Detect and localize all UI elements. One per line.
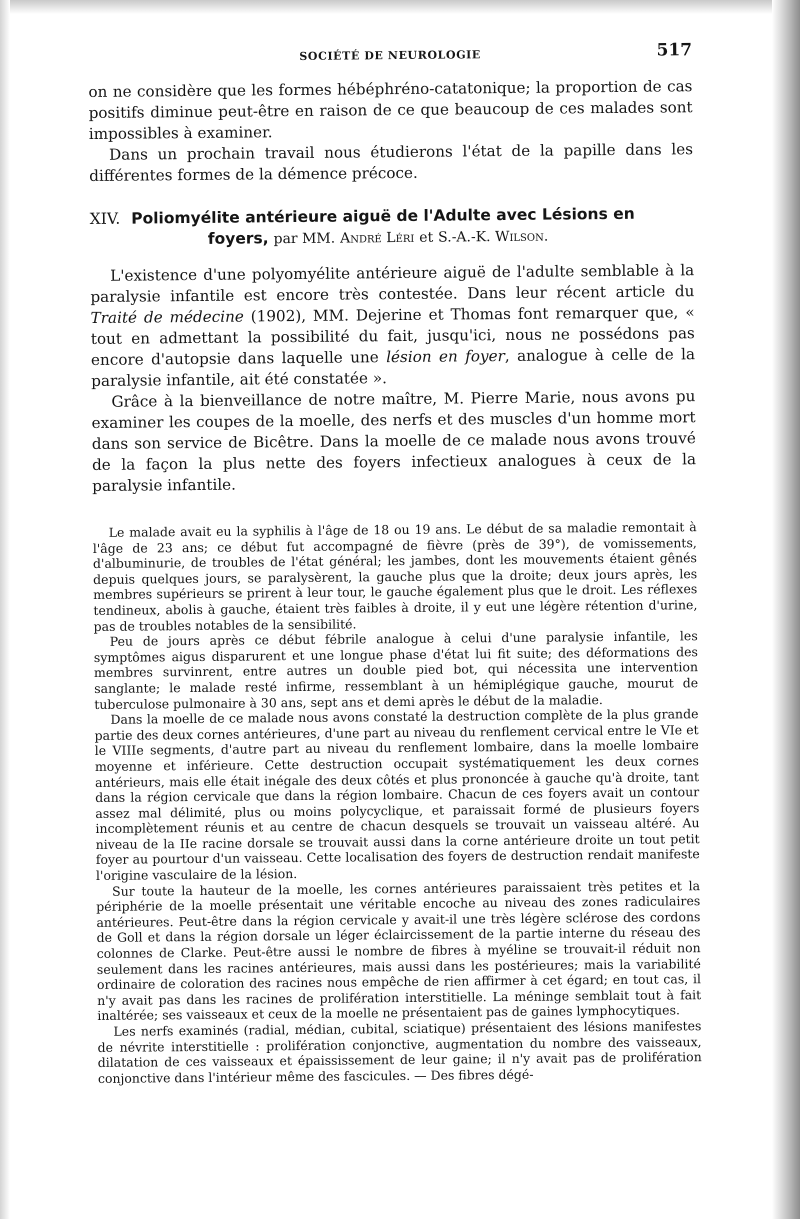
case-paragraph-4: Sur toute la hauteur de la moelle, les cornes antérieures paraissaient très petites et la périphérie de la moelle présentait une véritable encoche au niveau des zones radiculaires antérieures. Peut-être dans la région cervicale y avait-il une très légère sclérose des cordons de Goll et dans la région dorsale un léger éclaircissement de la partie interne du réseau des colonnes de Clarke. Peut-être aussi le nombre de fibres à myéline se trouvait-il réduit non seulement dans les racines antérieures, mais aussi dans les postérieures; mais la variabilité ordinaire de coloration des racines nous empêche de rien affirmer à cet égard; en tout cas, il n'y avait pas dans les racines de prolifération interstitielle. La méninge semblait tout à fait inaltérée; ses vaisseaux et ceux de la moelle ne présentaient pas de gaines lymphocytiques. [96, 877, 702, 1024]
main-paragraph-1 [90, 260, 695, 392]
author-wilson: S.-A.-K. Wilson. [438, 228, 549, 246]
intro-paragraph-2: Dans un prochain travail nous étudierons l'état de la papille dans les différentes formes de la démence précoce. [89, 140, 694, 185]
page-number: 517 [656, 40, 693, 61]
traite-de-medecine: Traité de médecine [90, 307, 244, 327]
article-title: Poliomyélite antérieure aiguë de l'Adulte avec Lésions en [131, 204, 635, 228]
case-report [93, 519, 702, 1086]
main-section [90, 260, 696, 497]
main-paragraph-2: Grâce à la bienveillance de notre maître, M. Pierre Marie, nous avons pu examiner les coupes de la moelle, des nerfs et des muscles d'un homme mort dans son service de Bicêtre. Dans la moelle de ce malade nous avons trouvé de la façon la plus nette des foyers infectieux analogues à ceux de la paralysie infantile. [91, 387, 697, 495]
article-title-end: foyers, [207, 229, 269, 248]
case-paragraph-1: Le malade avait eu la syphilis à l'âge de 18 ou 19 ans. Le début de sa maladie remontait à l'âge de 23 ans; ce début fut accompagné de fièvre (près de 39°), de vomissements, d'albuminurie, de troubles de l'état général; les jambes, dont les mouvements étaient gênés depuis quelques jours, se paralysèrent, la gauche plus que la droite; deux jours après, les membres supérieurs se prirent à leur tour, le gauche également plus que le droit. Les réflexes tendineux, abolis à gauche, étaient très faibles à droite, il y eut une légère rétention d'urine, pas de troubles notables de la sensibilité. [92, 519, 698, 634]
scan-shadow-right [772, 0, 800, 1219]
intro-paragraph-1: on ne considère que les formes hébéphréno-catatonique; la proportion de cas positifs diminue peut-être en raison de ce que beaucoup de ces malades sont impossibles à examiner. [88, 77, 693, 143]
lesion-en-foyer: lésion en foyer [386, 347, 505, 367]
scan-shadow-left [0, 0, 10, 1219]
page [88, 40, 702, 1086]
case-paragraph-5: Les nerfs examinés (radial, médian, cubital, sciatique) présentaient des lésions manifestes de névrite interstitielle : prolifération conjonctive, augmentation du nombre des vaisseaux, dilatation de ces vaisseaux et épaississement de leur gaine; il n'y avait pas de prolifération conjonctive dans l'intérieur même des fascicules. — Des fibres dégé- [97, 1018, 702, 1086]
article-heading [90, 203, 694, 252]
scan-shadow-top [0, 0, 800, 14]
case-paragraph-2: Peu de jours après ce début fébrile analogue à celui d'une paralysie infantile, les symptômes aigus disparurent et une longue phase d'état lui fit suite; des déformations des membres survinrent, entre autres un double pied bot, qui nécessita une intervention sanglante; le malade resté infirme, ressemblant à un hémiplégique gauche, mourut de tuberculose pulmonaire à 30 ans, sept ans et demi après le début de la maladie. [93, 628, 699, 712]
main-p1-end: , analogue à celle de la paralysie infantile, ait été constatée ». [91, 345, 696, 390]
running-title: SOCIÉTÉ DE NEUROLOGIE [299, 48, 481, 63]
article-number: XIV. [89, 209, 121, 228]
main-p1-mid: (1902), MM. Dejerine et Thomas font remarquer que, « tout en admettant la possibilité du fait, jusqu'ici, nous ne possédons pas encore d'autopsie dans laquelle une [90, 303, 695, 369]
byline-prefix: par MM. [273, 230, 336, 248]
intro-section [88, 76, 693, 187]
author-leri: André Léri [340, 229, 415, 247]
byline-and: et [419, 229, 434, 246]
case-paragraph-3: Dans la moelle de ce malade nous avons constaté la destruction complète de la plus grande partie des deux cornes antérieures, d'une part au niveau du renflement cervical entre le VIe et le VIIIe segments, d'autre part au niveau du renflement lombaire, dans la moelle lombaire moyenne et inférieure. Cette destruction occupait systématiquement les deux cornes antérieurs, mais elle était inégale des deux côtés et plus prononcée à gauche qu'à droite, tant dans la région cervicale que dans la région lombaire. Chacun de ces foyers avait un contour assez mal délimité, plus ou moins polycyclique, et paraissait formé de plusieurs foyers incomplètement réunis et au centre de chacun desquels se trouvait un vaisseau altéré. Au niveau de la IIe racine dorsale se trouvait aussi dans la corne antérieure droite un tout petit foyer au pourtour d'un vaisseau. Cette localisation des foyers de destruction rendait manifeste l'origine vasculaire de la lésion. [94, 706, 700, 884]
main-p1-start: L'existence d'une polyomyélite antérieure aiguë de l'adulte semblable à la paralysie infantile est encore très contestée. Dans leur récent article du [90, 261, 695, 306]
running-head [88, 40, 692, 68]
